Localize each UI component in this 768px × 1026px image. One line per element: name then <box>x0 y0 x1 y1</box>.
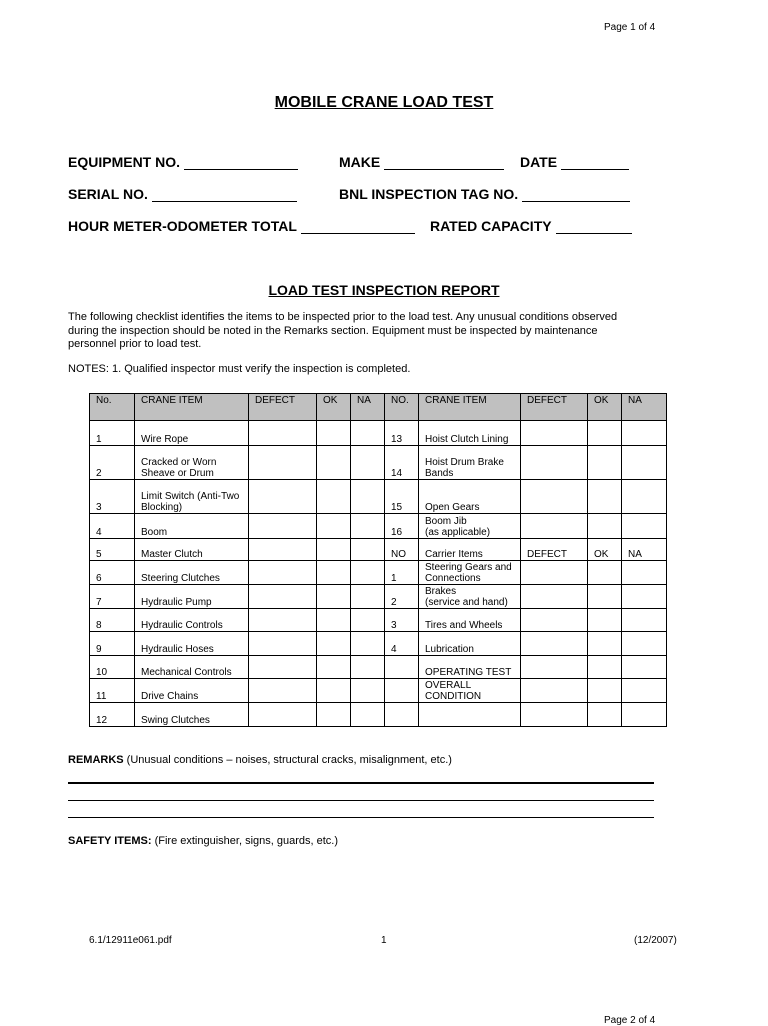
defect-checkbox-cell[interactable] <box>249 446 317 480</box>
crane-item-cell-line: Bands <box>425 468 454 479</box>
na-checkbox-cell[interactable] <box>622 585 667 609</box>
serial-no-field <box>68 186 297 202</box>
crane-item-cell <box>135 446 249 480</box>
make-blank[interactable] <box>384 155 504 170</box>
header-cell: OK <box>317 394 351 421</box>
crane-item-cell-line: Boom Jib <box>425 516 467 527</box>
defect-checkbox-cell[interactable] <box>249 539 317 561</box>
ok-checkbox-cell[interactable] <box>317 421 351 446</box>
header-cell: No. <box>90 394 135 421</box>
item-number-cell: 14 <box>385 446 419 480</box>
defect-checkbox-cell[interactable] <box>249 480 317 514</box>
crane-item-cell <box>135 561 249 585</box>
crane-item-cell-line: Master Clutch <box>141 549 203 560</box>
ok-checkbox-cell[interactable] <box>588 632 622 656</box>
crane-item-cell-line: Tires and Wheels <box>425 620 503 631</box>
table-row <box>90 480 667 514</box>
defect-checkbox-cell[interactable] <box>249 656 317 679</box>
date-field <box>520 154 629 170</box>
defect-checkbox-cell[interactable] <box>521 632 588 656</box>
safety-section <box>68 835 338 847</box>
ok-checkbox-cell[interactable] <box>317 703 351 727</box>
ok-checkbox-cell[interactable] <box>588 561 622 585</box>
crane-item-cell <box>135 421 249 446</box>
item-number-cell: 4 <box>90 514 135 539</box>
ok-checkbox-cell[interactable] <box>588 703 622 727</box>
item-number-cell <box>385 679 419 703</box>
item-number-cell: 12 <box>90 703 135 727</box>
na-checkbox-cell[interactable] <box>351 421 385 446</box>
crane-item-cell-line: Hydraulic Hoses <box>141 644 214 655</box>
ok-checkbox-cell[interactable] <box>317 585 351 609</box>
na-checkbox-cell[interactable] <box>622 446 667 480</box>
crane-item-cell-line: (service and hand) <box>425 597 508 608</box>
make-field <box>339 154 504 170</box>
bnl-tag-field <box>339 186 630 202</box>
hour-meter-field <box>68 218 415 234</box>
remarks-hint: (Unusual conditions – noises, structural cracks, misalignment, etc.) <box>123 754 452 766</box>
ok-checkbox-cell[interactable] <box>317 514 351 539</box>
header-cell: CRANE ITEM <box>135 394 249 421</box>
table-row <box>90 514 667 539</box>
crane-item-cell-line: Brakes <box>425 586 457 597</box>
header-cell: NO. <box>385 394 419 421</box>
header-cell: NA <box>351 394 385 421</box>
remarks-line[interactable] <box>68 817 654 818</box>
na-checkbox-cell[interactable] <box>351 514 385 539</box>
crane-item-cell-line: Connections <box>425 573 481 584</box>
na-checkbox-cell[interactable] <box>351 539 385 561</box>
crane-item-cell-line: Carrier Items <box>425 549 483 560</box>
defect-checkbox-cell[interactable] <box>249 421 317 446</box>
ok-checkbox-cell[interactable] <box>317 609 351 632</box>
crane-item-cell <box>135 585 249 609</box>
na-checkbox-cell[interactable] <box>622 703 667 727</box>
defect-checkbox-cell[interactable] <box>521 656 588 679</box>
item-number-cell: 15 <box>385 480 419 514</box>
na-checkbox-cell[interactable] <box>351 480 385 514</box>
ok-checkbox-cell[interactable] <box>317 561 351 585</box>
crane-item-cell-line: Hydraulic Controls <box>141 620 223 631</box>
safety-label: SAFETY ITEMS: <box>68 835 152 847</box>
na-checkbox-cell[interactable] <box>622 480 667 514</box>
na-checkbox-cell[interactable] <box>351 679 385 703</box>
make-label: MAKE <box>339 154 381 170</box>
crane-item-cell-line: Cracked or Worn <box>141 457 217 468</box>
footer-page-number: 1 <box>381 935 387 946</box>
ok-checkbox-cell[interactable] <box>317 656 351 679</box>
defect-checkbox-cell[interactable] <box>249 679 317 703</box>
item-number-cell: 8 <box>90 609 135 632</box>
crane-item-cell-line: Boom <box>141 527 168 538</box>
rated-capacity-blank[interactable] <box>556 219 632 234</box>
rated-capacity-label: RATED CAPACITY <box>430 218 552 234</box>
item-number-cell: 2 <box>385 585 419 609</box>
ok-checkbox-cell[interactable] <box>588 656 622 679</box>
defect-checkbox-cell[interactable] <box>521 421 588 446</box>
defect-checkbox-cell[interactable] <box>521 480 588 514</box>
header-cell: CRANE ITEM <box>419 394 521 421</box>
defect-checkbox-cell[interactable] <box>521 609 588 632</box>
bnl-tag-blank[interactable] <box>522 187 630 202</box>
table-row <box>90 585 667 609</box>
crane-item-cell-line: Mechanical Controls <box>141 667 232 678</box>
na-checkbox-cell[interactable] <box>622 656 667 679</box>
crane-item-cell-line: OVERALL <box>425 680 472 691</box>
na-checkbox-cell[interactable] <box>351 632 385 656</box>
document-title: MOBILE CRANE LOAD TEST <box>274 94 494 111</box>
defect-checkbox-cell[interactable] <box>249 561 317 585</box>
ok-checkbox-cell[interactable] <box>588 480 622 514</box>
remarks-label: REMARKS <box>68 754 124 766</box>
crane-item-cell-line: Drive Chains <box>141 691 199 702</box>
item-number-cell: 9 <box>90 632 135 656</box>
item-number-cell: 4 <box>385 632 419 656</box>
crane-item-cell <box>419 480 521 514</box>
crane-item-cell-line: CONDITION <box>425 691 482 702</box>
footer-filename: 6.1/12911e061.pdf <box>89 935 172 946</box>
item-number-cell: 11 <box>90 679 135 703</box>
equipment-no-blank[interactable] <box>184 155 298 170</box>
na-checkbox-cell[interactable] <box>351 561 385 585</box>
defect-checkbox-cell[interactable] <box>249 585 317 609</box>
defect-checkbox-cell[interactable] <box>249 632 317 656</box>
table-row <box>90 632 667 656</box>
na-checkbox-cell[interactable] <box>351 609 385 632</box>
crane-item-cell-line: Steering Clutches <box>141 573 220 584</box>
item-number-cell <box>385 703 419 727</box>
ok-checkbox-cell[interactable] <box>317 632 351 656</box>
crane-item-cell-line: Hydraulic Pump <box>141 597 212 608</box>
crane-item-cell <box>419 421 521 446</box>
intro-paragraph <box>68 311 668 352</box>
table-header-row <box>90 394 667 421</box>
ok-checkbox-cell[interactable] <box>588 585 622 609</box>
equipment-no-field <box>68 154 298 170</box>
crane-item-cell <box>135 632 249 656</box>
defect-checkbox-cell[interactable] <box>521 703 588 727</box>
table-row <box>90 539 667 561</box>
crane-item-cell-line: Steering Gears and <box>425 562 512 573</box>
table-row <box>90 561 667 585</box>
serial-no-label: SERIAL NO. <box>68 186 148 202</box>
crane-item-cell-line: Hoist Drum Brake <box>425 457 504 468</box>
equipment-no-label: EQUIPMENT NO. <box>68 154 181 170</box>
crane-item-cell <box>419 446 521 480</box>
ok-checkbox-cell[interactable] <box>588 421 622 446</box>
crane-item-cell <box>419 632 521 656</box>
na-checkbox-cell[interactable] <box>622 632 667 656</box>
crane-item-cell-line: Open Gears <box>425 502 480 513</box>
item-number-cell: 3 <box>90 480 135 514</box>
defect-checkbox-cell[interactable] <box>249 703 317 727</box>
intro-line: The following checklist identifies the items to be inspected prior to the load test. Any unusual conditions observed <box>68 311 618 323</box>
item-number-cell: 2 <box>90 446 135 480</box>
header-cell: OK <box>588 394 622 421</box>
ok-checkbox-cell[interactable] <box>317 480 351 514</box>
na-checkbox-cell[interactable]: NA <box>622 539 667 561</box>
na-checkbox-cell[interactable] <box>622 421 667 446</box>
crane-item-cell <box>419 539 521 561</box>
item-number-cell: 10 <box>90 656 135 679</box>
page-indicator: Page 1 of 4 <box>604 22 656 33</box>
footer-date: (12/2007) <box>634 935 677 946</box>
date-blank[interactable] <box>561 155 629 170</box>
remarks-section <box>68 754 452 766</box>
ok-checkbox-cell[interactable] <box>588 679 622 703</box>
header-cell: DEFECT <box>249 394 317 421</box>
ok-checkbox-cell[interactable] <box>317 539 351 561</box>
crane-item-cell <box>135 609 249 632</box>
table-row <box>90 609 667 632</box>
defect-checkbox-cell[interactable] <box>249 609 317 632</box>
crane-item-cell <box>419 656 521 679</box>
crane-item-cell <box>135 514 249 539</box>
safety-hint: (Fire extinguisher, signs, guards, etc.) <box>151 835 338 847</box>
na-checkbox-cell[interactable] <box>622 679 667 703</box>
remarks-line[interactable] <box>68 782 654 784</box>
report-title: LOAD TEST INSPECTION REPORT <box>268 282 500 298</box>
na-checkbox-cell[interactable] <box>622 561 667 585</box>
item-number-cell: 1 <box>90 421 135 446</box>
item-number-cell: 5 <box>90 539 135 561</box>
defect-checkbox-cell[interactable] <box>521 679 588 703</box>
crane-item-cell <box>419 679 521 703</box>
table-row <box>90 446 667 480</box>
crane-item-cell-line: Lubrication <box>425 644 474 655</box>
item-number-cell: 16 <box>385 514 419 539</box>
item-number-cell: 3 <box>385 609 419 632</box>
na-checkbox-cell[interactable] <box>622 514 667 539</box>
table-row <box>90 656 667 679</box>
table-row <box>90 703 667 727</box>
na-checkbox-cell[interactable] <box>351 585 385 609</box>
table-row <box>90 679 667 703</box>
next-page-indicator: Page 2 of 4 <box>604 1015 656 1026</box>
ok-checkbox-cell[interactable] <box>317 446 351 480</box>
crane-item-cell <box>135 703 249 727</box>
defect-checkbox-cell[interactable] <box>521 514 588 539</box>
item-number-cell: 13 <box>385 421 419 446</box>
na-checkbox-cell[interactable] <box>351 703 385 727</box>
crane-item-cell <box>419 561 521 585</box>
rated-capacity-field <box>430 218 632 234</box>
ok-checkbox-cell[interactable] <box>588 514 622 539</box>
crane-item-cell <box>135 679 249 703</box>
intro-line: personnel prior to load test. <box>68 338 202 350</box>
crane-item-cell <box>135 480 249 514</box>
item-number-cell: 6 <box>90 561 135 585</box>
date-label: DATE <box>520 154 558 170</box>
na-checkbox-cell[interactable] <box>351 446 385 480</box>
ok-checkbox-cell[interactable] <box>317 679 351 703</box>
crane-item-cell-line: OPERATING TEST <box>425 667 512 678</box>
crane-item-cell-line: Sheave or Drum <box>141 468 214 479</box>
ok-checkbox-cell[interactable] <box>588 446 622 480</box>
ok-checkbox-cell[interactable] <box>588 609 622 632</box>
bnl-tag-label: BNL INSPECTION TAG NO. <box>339 186 519 202</box>
crane-item-cell <box>419 514 521 539</box>
notes: NOTES: 1. Qualified inspector must verify the inspection is completed. <box>68 363 411 375</box>
header-cell: NA <box>622 394 667 421</box>
crane-item-cell <box>135 539 249 561</box>
item-number-cell: 1 <box>385 561 419 585</box>
defect-checkbox-cell[interactable] <box>249 514 317 539</box>
hour-meter-label: HOUR METER-ODOMETER TOTAL <box>68 218 297 234</box>
crane-item-cell <box>419 585 521 609</box>
item-number-cell <box>385 656 419 679</box>
defect-checkbox-cell[interactable]: DEFECT <box>521 539 588 561</box>
header-cell: DEFECT <box>521 394 588 421</box>
crane-item-cell-line: Limit Switch (Anti-Two <box>141 491 240 502</box>
inspection-checklist-table <box>89 393 667 727</box>
crane-item-cell-line: Swing Clutches <box>141 715 210 726</box>
defect-checkbox-cell[interactable] <box>521 585 588 609</box>
ok-checkbox-cell[interactable]: OK <box>588 539 622 561</box>
crane-item-cell <box>419 609 521 632</box>
na-checkbox-cell[interactable] <box>351 656 385 679</box>
defect-checkbox-cell[interactable] <box>521 446 588 480</box>
crane-item-cell-line: Wire Rope <box>141 434 189 445</box>
item-number-cell: NO <box>385 539 419 561</box>
crane-item-cell <box>419 703 521 727</box>
crane-item-cell-line: Hoist Clutch Lining <box>425 434 509 445</box>
intro-line: during the inspection should be noted in the Remarks section. Equipment must be inspected by maintenance <box>68 324 598 337</box>
remarks-line[interactable] <box>68 800 654 801</box>
item-number-cell: 7 <box>90 585 135 609</box>
na-checkbox-cell[interactable] <box>622 609 667 632</box>
defect-checkbox-cell[interactable] <box>521 561 588 585</box>
crane-item-cell-line: (as applicable) <box>425 527 491 538</box>
hour-meter-blank[interactable] <box>301 219 415 234</box>
serial-no-blank[interactable] <box>152 187 297 202</box>
crane-item-cell <box>135 656 249 679</box>
crane-item-cell-line: Blocking) <box>141 502 183 513</box>
table-row <box>90 421 667 446</box>
